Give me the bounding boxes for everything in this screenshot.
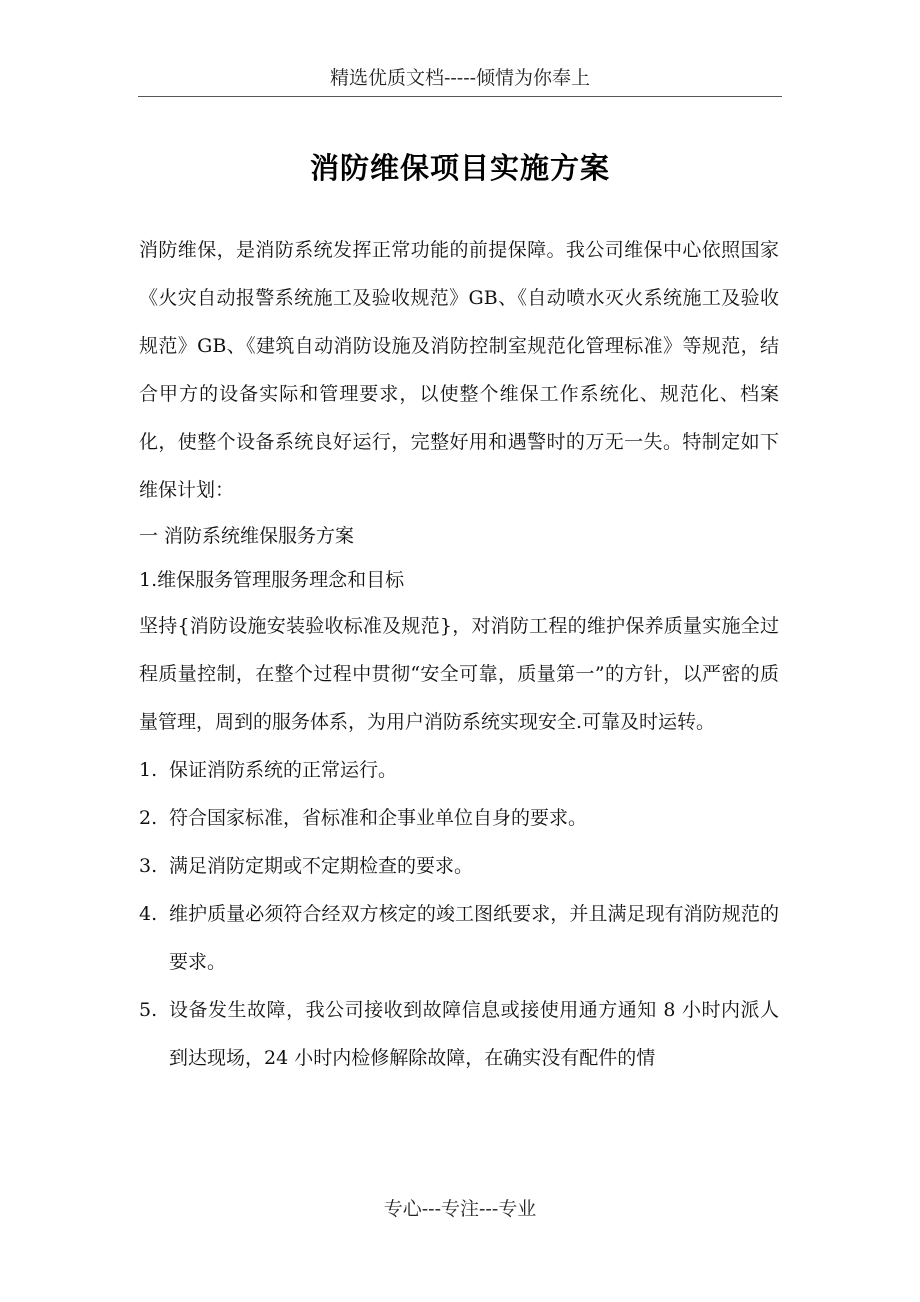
list-text: 保证消防系统的正常运行。 <box>169 759 398 781</box>
list-number: 5. <box>139 999 158 1021</box>
intro-paragraph: 消防维保，是消防系统发挥正常功能的前提保障。我公司维保中心依照国家《火灾自动报警系统施工及验收规范》GB、《自动喷水灭火系统施工及验收规范》GB、《建筑自动消防设施及消防控制室规范化管理标准》等规范，结合甲方的设备实际和管理要求，以使整个维保工作系统化、规范化、档案化，使整个设备系统良好运行，完整好用和遇警时的万无一失。特制定如下维保计划： <box>139 239 779 501</box>
philosophy-paragraph: 坚持{消防设施安装验收标准及规范}，对消防工程的维护保养质量实施全过程质量控制，在整个过程中贯彻“安全可靠，质量第一”的方针，以严密的质量管理，周到的服务体系，为用户消防系统实现安全.可靠及时运转。 <box>139 615 779 733</box>
list-item <box>139 746 779 794</box>
list-number: 1. <box>139 759 158 781</box>
list-item <box>139 794 779 842</box>
page-footer: 专心---专注---专业 <box>383 1198 537 1220</box>
list-number: 4. <box>139 903 158 925</box>
list-number: 2. <box>139 807 158 829</box>
page-header: 精选优质文档-----倾情为你奉上 <box>329 67 591 89</box>
document-title: 消防维保项目实施方案 <box>309 151 610 185</box>
list-item <box>139 842 779 890</box>
list-item <box>139 890 779 986</box>
list-number: 3. <box>139 855 158 877</box>
list-text: 符合国家标准，省标准和企事业单位自身的要求。 <box>169 807 588 829</box>
list-text: 设备发生故障，我公司接收到故障信息或接使用通方通知 8 小时内派人到达现场，24 小时内检修解除故障，在确实没有配件的情 <box>169 999 779 1069</box>
list-text: 满足消防定期或不定期检查的要求。 <box>169 855 474 877</box>
sub-heading: 1.维保服务管理服务理念和目标 <box>139 569 405 591</box>
list-item <box>139 986 779 1082</box>
header-divider <box>138 96 782 97</box>
section-heading: 一 消防系统维保服务方案 <box>139 525 355 547</box>
list-text: 维护质量必须符合经双方核定的竣工图纸要求，并且满足现有消防规范的要求。 <box>169 903 779 973</box>
document-body <box>139 226 779 1082</box>
